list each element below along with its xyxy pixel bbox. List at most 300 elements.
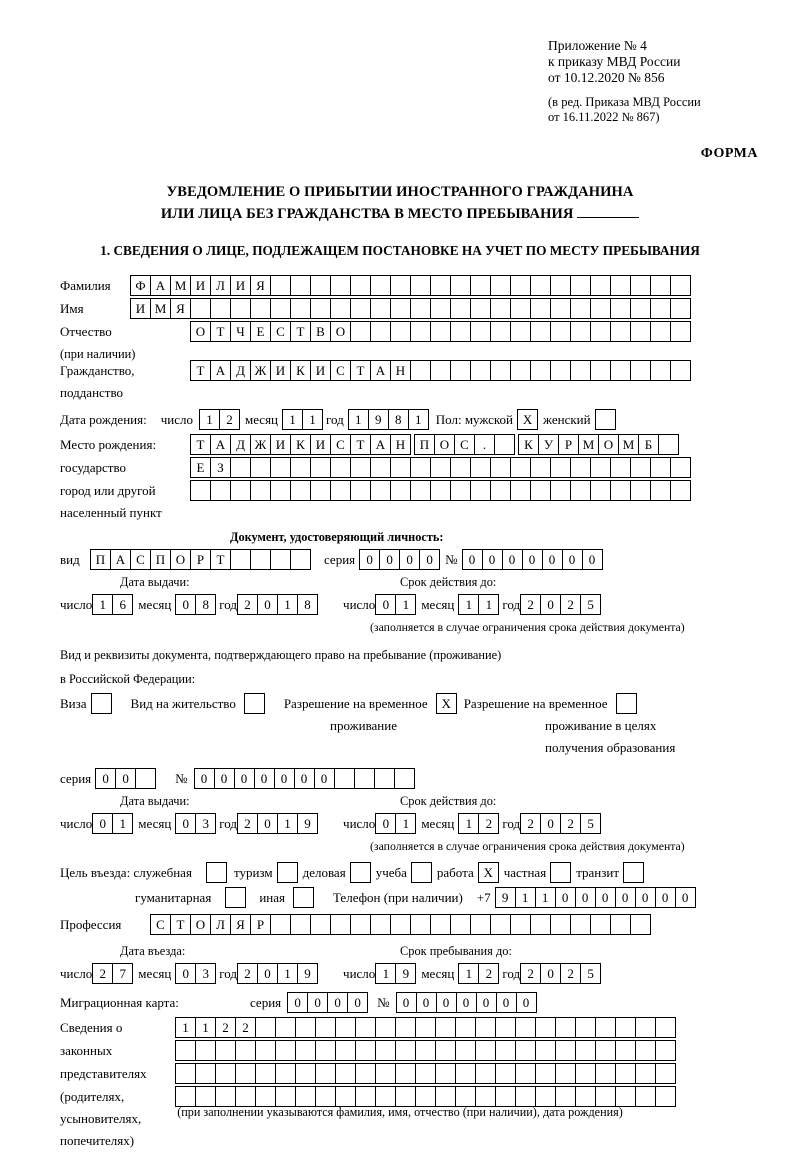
residence-checkbox[interactable] [244,693,264,714]
cell[interactable] [350,275,371,296]
cell[interactable] [255,1040,276,1061]
cell[interactable]: 0 [655,887,676,908]
stay-valid-day-input[interactable] [375,813,415,834]
cell[interactable]: 2 [237,813,258,834]
profession-input[interactable] [150,914,650,935]
cell[interactable] [410,914,431,935]
cell[interactable] [135,768,156,789]
cell[interactable] [650,360,671,381]
cell[interactable] [295,1040,316,1061]
entry-day-input[interactable] [92,963,132,984]
cell[interactable] [515,1063,536,1084]
cell[interactable]: 0 [234,768,255,789]
mc-seria-input[interactable] [287,992,367,1013]
birthplace-city-part2-input[interactable] [518,434,678,455]
cell[interactable] [455,1040,476,1061]
cell[interactable] [510,914,531,935]
cell[interactable] [530,298,551,319]
doc-valid-day-input[interactable] [375,594,415,615]
cell[interactable] [515,1017,536,1038]
cell[interactable] [410,457,431,478]
cell[interactable] [555,1063,576,1084]
cell[interactable]: Б [638,434,659,455]
stay-issue-day-input[interactable] [92,813,132,834]
cell[interactable] [510,321,531,342]
cell[interactable]: 1 [458,963,479,984]
cell[interactable] [230,457,251,478]
cell[interactable] [658,434,679,455]
stay-seria-input[interactable] [95,768,155,789]
cell[interactable] [610,360,631,381]
cell[interactable]: А [370,360,391,381]
cell[interactable]: 3 [195,813,216,834]
cell[interactable] [250,298,271,319]
cell[interactable] [610,298,631,319]
cell[interactable] [310,480,331,501]
cell[interactable]: Я [230,914,251,935]
cell[interactable] [410,480,431,501]
cell[interactable]: 0 [462,549,483,570]
cell[interactable]: 1 [282,409,303,430]
cell[interactable]: 2 [520,594,541,615]
cell[interactable]: Р [190,549,211,570]
cell[interactable] [510,360,531,381]
cell[interactable] [375,1086,396,1107]
cell[interactable] [290,457,311,478]
cell[interactable]: У [538,434,559,455]
cell[interactable]: С [130,549,151,570]
cell[interactable]: 0 [379,549,400,570]
cell[interactable] [510,275,531,296]
cell[interactable]: 8 [388,409,409,430]
cell[interactable] [623,862,644,883]
cell[interactable]: 0 [214,768,235,789]
cell[interactable]: Ж [250,360,271,381]
cell[interactable] [550,914,571,935]
cell[interactable]: И [130,298,151,319]
cell[interactable] [610,275,631,296]
cell[interactable] [334,768,355,789]
cell[interactable] [570,480,591,501]
cell[interactable] [510,457,531,478]
birth-day-input[interactable] [199,409,239,430]
cell[interactable] [255,1063,276,1084]
cell[interactable] [635,1017,656,1038]
cell[interactable] [270,298,291,319]
cell[interactable] [530,480,551,501]
cell[interactable]: 2 [478,963,499,984]
cell[interactable]: 0 [416,992,437,1013]
cell[interactable] [430,275,451,296]
cell[interactable] [555,1017,576,1038]
cell[interactable]: 0 [375,813,396,834]
cell[interactable] [315,1040,336,1061]
cell[interactable] [255,1017,276,1038]
cell[interactable] [470,275,491,296]
cell[interactable] [550,360,571,381]
cell[interactable] [570,914,591,935]
cell[interactable] [293,887,314,908]
cell[interactable] [555,1086,576,1107]
cell[interactable]: С [150,914,171,935]
cell[interactable] [450,457,471,478]
cell[interactable]: А [150,275,171,296]
cell[interactable] [470,457,491,478]
cell[interactable]: 0 [540,813,561,834]
cell[interactable] [670,480,691,501]
cell[interactable] [310,457,331,478]
cell[interactable] [655,1040,676,1061]
cell[interactable] [535,1017,556,1038]
cell[interactable]: И [190,275,211,296]
cell[interactable]: 8 [297,594,318,615]
purpose-business-checkbox[interactable] [350,862,370,883]
cell[interactable]: К [290,434,311,455]
cell[interactable]: 0 [257,813,278,834]
cell[interactable] [350,480,371,501]
cell[interactable] [630,360,651,381]
cell[interactable] [335,1063,356,1084]
edu-perm-checkbox[interactable] [616,693,636,714]
cell[interactable]: 1 [277,963,298,984]
cell[interactable] [370,275,391,296]
cell[interactable]: О [190,321,211,342]
name-input[interactable] [130,298,690,319]
cell[interactable] [590,360,611,381]
cell[interactable] [390,321,411,342]
cell[interactable] [650,321,671,342]
cell[interactable]: 1 [348,409,369,430]
cell[interactable] [595,409,616,430]
cell[interactable] [395,1040,416,1061]
cell[interactable] [615,1040,636,1061]
cell[interactable]: И [270,434,291,455]
cell[interactable]: 5 [580,594,601,615]
doc-issue-year-input[interactable] [237,594,317,615]
cell[interactable]: 2 [237,594,258,615]
doc-valid-year-input[interactable] [520,594,600,615]
cell[interactable]: Н [390,434,411,455]
cell[interactable] [275,1086,296,1107]
cell[interactable] [250,457,271,478]
cell[interactable] [175,1063,196,1084]
cell[interactable]: Т [350,434,371,455]
cell[interactable] [270,480,291,501]
cell[interactable]: А [110,549,131,570]
cell[interactable]: 2 [237,963,258,984]
cell[interactable]: Т [190,434,211,455]
cell[interactable]: 0 [496,992,517,1013]
cell[interactable] [635,1040,656,1061]
cell[interactable] [470,480,491,501]
cell[interactable] [575,1040,596,1061]
cell[interactable]: 9 [297,813,318,834]
cell[interactable]: 0 [399,549,420,570]
cell[interactable] [595,1086,616,1107]
cell[interactable] [230,298,251,319]
cell[interactable]: И [230,275,251,296]
cell[interactable] [550,457,571,478]
cell[interactable]: 0 [254,768,275,789]
cell[interactable] [490,321,511,342]
cell[interactable] [490,298,511,319]
cell[interactable] [175,1086,196,1107]
cell[interactable] [515,1040,536,1061]
cell[interactable]: Ж [250,434,271,455]
cell[interactable] [630,321,651,342]
cell[interactable] [210,480,231,501]
cell[interactable] [375,1017,396,1038]
cell[interactable]: 0 [294,768,315,789]
cell[interactable] [490,275,511,296]
cell[interactable] [415,1086,436,1107]
cell[interactable] [330,275,351,296]
cell[interactable]: Т [210,549,231,570]
cell[interactable]: 7 [112,963,133,984]
cell[interactable] [410,321,431,342]
cell[interactable]: 0 [582,549,603,570]
cell[interactable]: 1 [195,1017,216,1038]
phone-input[interactable] [495,887,695,908]
cell[interactable]: 1 [395,813,416,834]
cell[interactable] [650,480,671,501]
cell[interactable] [430,321,451,342]
cell[interactable] [650,275,671,296]
cell[interactable] [354,768,375,789]
cell[interactable]: Я [250,275,271,296]
cell[interactable] [530,457,551,478]
cell[interactable] [535,1063,556,1084]
cell[interactable]: 1 [277,813,298,834]
entry-month-input[interactable] [175,963,215,984]
cell[interactable]: 0 [575,887,596,908]
cell[interactable]: 0 [436,992,457,1013]
cell[interactable]: П [414,434,435,455]
cell[interactable] [450,360,471,381]
cell[interactable]: 2 [560,594,581,615]
cell[interactable] [650,457,671,478]
cell[interactable]: 1 [302,409,323,430]
cell[interactable] [395,1063,416,1084]
cell[interactable] [310,914,331,935]
cell[interactable] [535,1086,556,1107]
cell[interactable] [475,1086,496,1107]
cell[interactable]: Т [290,321,311,342]
cell[interactable]: И [310,434,331,455]
cell[interactable] [415,1040,436,1061]
cell[interactable] [470,321,491,342]
cell[interactable] [490,360,511,381]
cell[interactable] [175,1040,196,1061]
doc-issue-month-input[interactable] [175,594,215,615]
cell[interactable]: 0 [502,549,523,570]
cell[interactable] [430,914,451,935]
cell[interactable] [225,887,246,908]
cell[interactable]: Л [210,275,231,296]
cell[interactable]: 0 [194,768,215,789]
cell[interactable]: А [210,360,231,381]
cell[interactable] [590,298,611,319]
cell[interactable] [470,298,491,319]
cell[interactable] [330,914,351,935]
cell[interactable] [495,1086,516,1107]
cell[interactable]: Н [390,360,411,381]
cell[interactable] [275,1017,296,1038]
cell[interactable] [277,862,298,883]
cell[interactable]: К [518,434,539,455]
cell[interactable]: 1 [478,594,499,615]
cell[interactable] [575,1017,596,1038]
cell[interactable]: 2 [520,963,541,984]
cell[interactable] [575,1086,596,1107]
cell[interactable]: С [330,434,351,455]
cell[interactable] [335,1017,356,1038]
cell[interactable]: 1 [112,813,133,834]
cell[interactable] [315,1063,336,1084]
temp-perm-checkbox[interactable] [436,693,456,714]
cell[interactable]: О [330,321,351,342]
cell[interactable] [390,298,411,319]
cell[interactable] [615,1063,636,1084]
birthplace-city-line3-input[interactable] [190,480,690,501]
cell[interactable] [570,321,591,342]
cell[interactable] [355,1086,376,1107]
cell[interactable] [295,1086,316,1107]
cell[interactable] [495,1017,516,1038]
cell[interactable]: О [170,549,191,570]
cell[interactable] [550,298,571,319]
cell[interactable] [350,457,371,478]
cell[interactable] [630,480,651,501]
cell[interactable]: 1 [395,594,416,615]
purpose-private-checkbox[interactable] [550,862,570,883]
cell[interactable] [375,1063,396,1084]
cell[interactable] [570,457,591,478]
cell[interactable] [315,1086,336,1107]
cell[interactable]: А [370,434,391,455]
cell[interactable] [350,862,371,883]
legal-rep-line1-input[interactable] [175,1017,675,1038]
cell[interactable] [270,914,291,935]
purpose-humanitarian-checkbox[interactable] [225,887,245,908]
cell[interactable] [335,1040,356,1061]
birthplace-city-line2-input[interactable] [190,457,690,478]
citizenship-input[interactable] [190,360,690,381]
cell[interactable]: Р [250,914,271,935]
cell[interactable] [210,298,231,319]
cell[interactable] [610,457,631,478]
stay-valid-month-input[interactable] [458,813,498,834]
cell[interactable]: 1 [375,963,396,984]
cell[interactable] [670,298,691,319]
cell[interactable] [390,457,411,478]
cell[interactable] [215,1063,236,1084]
stay-issue-year-input[interactable] [237,813,317,834]
purpose-study-checkbox[interactable] [411,862,431,883]
cell[interactable] [616,693,637,714]
cell[interactable]: 9 [297,963,318,984]
cell[interactable]: Ч [230,321,251,342]
cell[interactable] [530,360,551,381]
cell[interactable] [555,1040,576,1061]
cell[interactable] [275,1063,296,1084]
cell[interactable] [290,914,311,935]
cell[interactable]: 0 [257,594,278,615]
birth-year-input[interactable] [348,409,428,430]
cell[interactable] [670,457,691,478]
visa-checkbox[interactable] [91,693,111,714]
cell[interactable] [595,1017,616,1038]
cell[interactable]: Р [558,434,579,455]
cell[interactable]: 0 [419,549,440,570]
cell[interactable] [195,1040,216,1061]
cell[interactable] [330,298,351,319]
cell[interactable] [310,275,331,296]
cell[interactable] [470,360,491,381]
cell[interactable]: 3 [195,963,216,984]
stayend-day-input[interactable] [375,963,415,984]
cell[interactable] [355,1040,376,1061]
stay-nomer-input[interactable] [194,768,414,789]
cell[interactable] [570,360,591,381]
purpose-other-checkbox[interactable] [293,887,313,908]
cell[interactable]: 0 [635,887,656,908]
cell[interactable] [370,480,391,501]
cell[interactable]: 0 [359,549,380,570]
stayend-year-input[interactable] [520,963,600,984]
cell[interactable] [290,480,311,501]
cell[interactable] [595,1040,616,1061]
cell[interactable] [550,862,571,883]
cell[interactable] [215,1040,236,1061]
cell[interactable] [395,1086,416,1107]
cell[interactable]: 2 [478,813,499,834]
mc-nomer-input[interactable] [396,992,536,1013]
cell[interactable]: 0 [347,992,368,1013]
stay-issue-month-input[interactable] [175,813,215,834]
cell[interactable]: О [190,914,211,935]
cell[interactable]: 1 [458,594,479,615]
cell[interactable]: А [210,434,231,455]
cell[interactable]: 0 [287,992,308,1013]
cell[interactable]: С [330,360,351,381]
cell[interactable] [610,321,631,342]
cell[interactable]: И [270,360,291,381]
cell[interactable] [670,275,691,296]
purpose-work-checkbox[interactable] [478,862,498,883]
cell[interactable]: 5 [580,813,601,834]
cell[interactable] [91,693,112,714]
cell[interactable] [610,914,631,935]
cell[interactable]: X [436,693,457,714]
cell[interactable] [595,1063,616,1084]
cell[interactable]: М [578,434,599,455]
cell[interactable] [530,914,551,935]
cell[interactable] [435,1063,456,1084]
cell[interactable] [590,275,611,296]
cell[interactable] [375,1040,396,1061]
cell[interactable] [430,298,451,319]
legal-rep-line2-input[interactable] [175,1040,675,1061]
cell[interactable]: Т [170,914,191,935]
cell[interactable] [290,549,311,570]
cell[interactable] [410,275,431,296]
cell[interactable]: 0 [175,813,196,834]
cell[interactable]: 2 [235,1017,256,1038]
cell[interactable] [475,1063,496,1084]
cell[interactable] [670,321,691,342]
cell[interactable]: 1 [92,594,113,615]
